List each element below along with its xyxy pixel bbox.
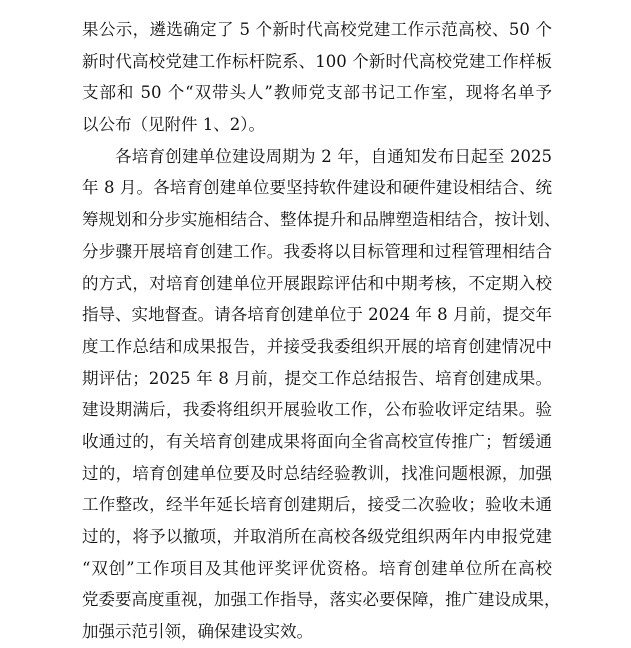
text-line: 过的，将予以撤项，并取消所在高校各级党组织两年内申报党建 <box>82 527 552 546</box>
text-line: 筹规划和分步实施相结合、整体提升和品牌塑造相结合，按计划、 <box>82 210 561 230</box>
text-line: 新时代高校党建工作标杆院系、100 个新时代高校党建工作样板 <box>82 51 552 71</box>
text-line: 期评估；2025 年 8 月前，提交工作总结报告、培育创建成果。 <box>82 368 552 388</box>
text-line: 加强示范引领，确保建设实效。 <box>82 622 313 642</box>
text-line: 建设期满后，我委将组织开展验收工作，公布验收评定结果。验 <box>82 400 552 420</box>
text-line: 工作整改，经半年延长培育创建期后，接受二次验收；验收未通 <box>82 495 552 515</box>
text-line: 的方式，对培育创建单位开展跟踪评估和中期考核，不定期入校 <box>82 273 552 293</box>
text-line: 分步骤开展培育创建工作。我委将以目标管理和过程管理相结合 <box>82 241 552 261</box>
text-line: 各培育创建单位建设周期为 2 年，自通知发布日起至 2025 <box>115 146 552 166</box>
document-body <box>82 14 561 648</box>
text-line: 党委要高度重视，加强工作指导，落实必要保障，推广建设成果， <box>82 590 561 610</box>
text-line: 过的，培育创建单位要及时总结经验教训，找准问题根源，加强 <box>82 463 552 483</box>
text-line: “双创”工作项目及其他评奖评优资格。培育创建单位所在高校 <box>82 558 552 578</box>
text-line: 指导、实地督查。请各培育创建单位于 2024 年 8 月前，提交年 <box>82 305 552 325</box>
text-line: 支部和 50 个“双带头人”教师党支部书记工作室，现将名单予 <box>82 83 552 103</box>
text-line: 以公布（见附件 1、2）。 <box>82 115 265 135</box>
text-line: 度工作总结和成果报告，并接受我委组织开展的培育创建情况中 <box>82 336 552 356</box>
text-line: 年 8 月。各培育创建单位要坚持软件建设和硬件建设相结合、统 <box>82 178 552 198</box>
paragraph-1 <box>82 14 552 141</box>
text-line: 收通过的，有关培育创建成果将面向全省高校宣传推广；暂缓通 <box>82 431 552 451</box>
paragraph-2 <box>82 141 561 648</box>
text-line: 果公示，遴选确定了 5 个新时代高校党建工作示范高校、50 个 <box>82 20 552 39</box>
